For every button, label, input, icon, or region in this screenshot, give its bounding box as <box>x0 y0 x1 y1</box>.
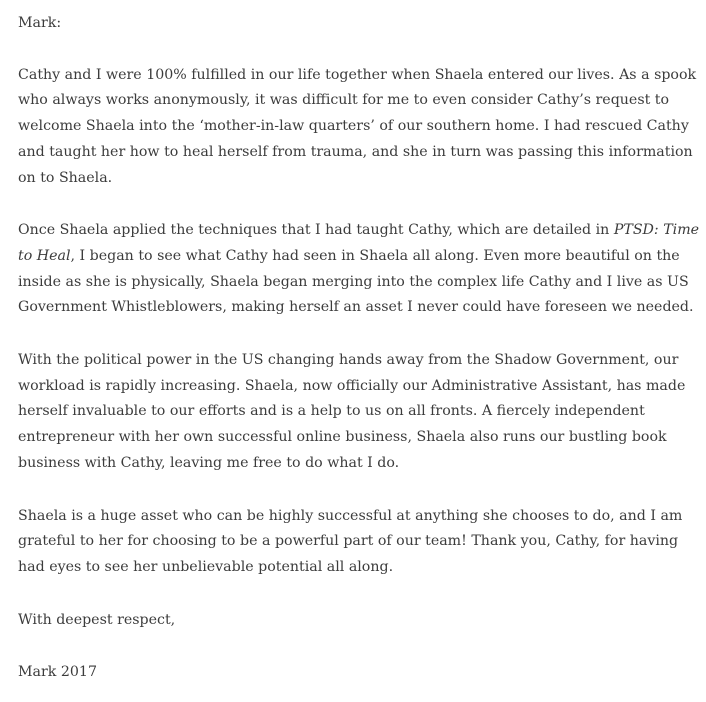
closing: With deepest respect, <box>18 611 176 628</box>
signature: Mark 2017 <box>18 664 97 681</box>
paragraph-4 <box>18 504 698 581</box>
paragraph-2 <box>18 218 698 321</box>
book-title-part-2: to Heal <box>18 247 71 264</box>
paragraph-4-line-2: grateful to her for choosing to be a powerful part of our team! Thank you, Cathy, for having <box>18 533 679 550</box>
paragraph-1-line-1: Cathy and I were 100% fulfilled in our life together when Shaela entered our lives. As a spook <box>18 66 697 83</box>
book-title-part-1: PTSD: Time <box>613 222 700 239</box>
paragraph-3-line-4: entrepreneur with her own successful online business, Shaela also runs our bustling book <box>18 429 667 446</box>
paragraph-2-line-2-text: , I began to see what Cathy had seen in Shaela all along. Even more beautiful on the <box>70 247 680 264</box>
paragraph-3-line-3: herself invaluable to our efforts and is a help to us on all fronts. A fiercely independent <box>18 403 645 420</box>
paragraph-1-line-5: on to Shaela. <box>18 169 113 186</box>
paragraph-2-line-1 <box>18 222 699 238</box>
letter-body <box>18 11 698 686</box>
paragraph-4-line-1: Shaela is a huge asset who can be highly successful at anything she chooses to do, and I am <box>18 507 683 524</box>
paragraph-3 <box>18 348 698 477</box>
paragraph-3-line-5: business with Cathy, leaving me free to do what I do. <box>18 454 400 471</box>
paragraph-3-line-2: workload is rapidly increasing. Shaela, now officially our Administrative Assistant, has made <box>18 377 686 394</box>
salutation: Mark: <box>18 15 62 31</box>
paragraph-4-line-3: had eyes to see her unbelievable potential all along. <box>18 558 394 575</box>
paragraph-1-line-3: welcome Shaela into the ‘mother-in-law quarters’ of our southern home. I had rescued Cathy <box>18 118 689 135</box>
paragraph-2-line-4: Government Whistleblowers, making herself an asset I never could have foreseen we needed. <box>18 299 694 316</box>
paragraph-1-line-2: who always works anonymously, it was difficult for me to even consider Cathy’s request to <box>18 92 670 109</box>
paragraph-3-line-1: With the political power in the US changing hands away from the Shadow Government, our <box>18 352 679 369</box>
paragraph-2-line-3: inside as she is physically, Shaela began merging into the complex life Cathy and I live as US <box>18 273 689 290</box>
paragraph-1 <box>18 63 698 192</box>
paragraph-2-line-2 <box>18 248 680 264</box>
paragraph-1-line-4: and taught her how to heal herself from trauma, and she in turn was passing this information <box>18 143 693 160</box>
paragraph-2-line-1-text: Once Shaela applied the techniques that I had taught Cathy, which are detailed in <box>18 222 614 239</box>
